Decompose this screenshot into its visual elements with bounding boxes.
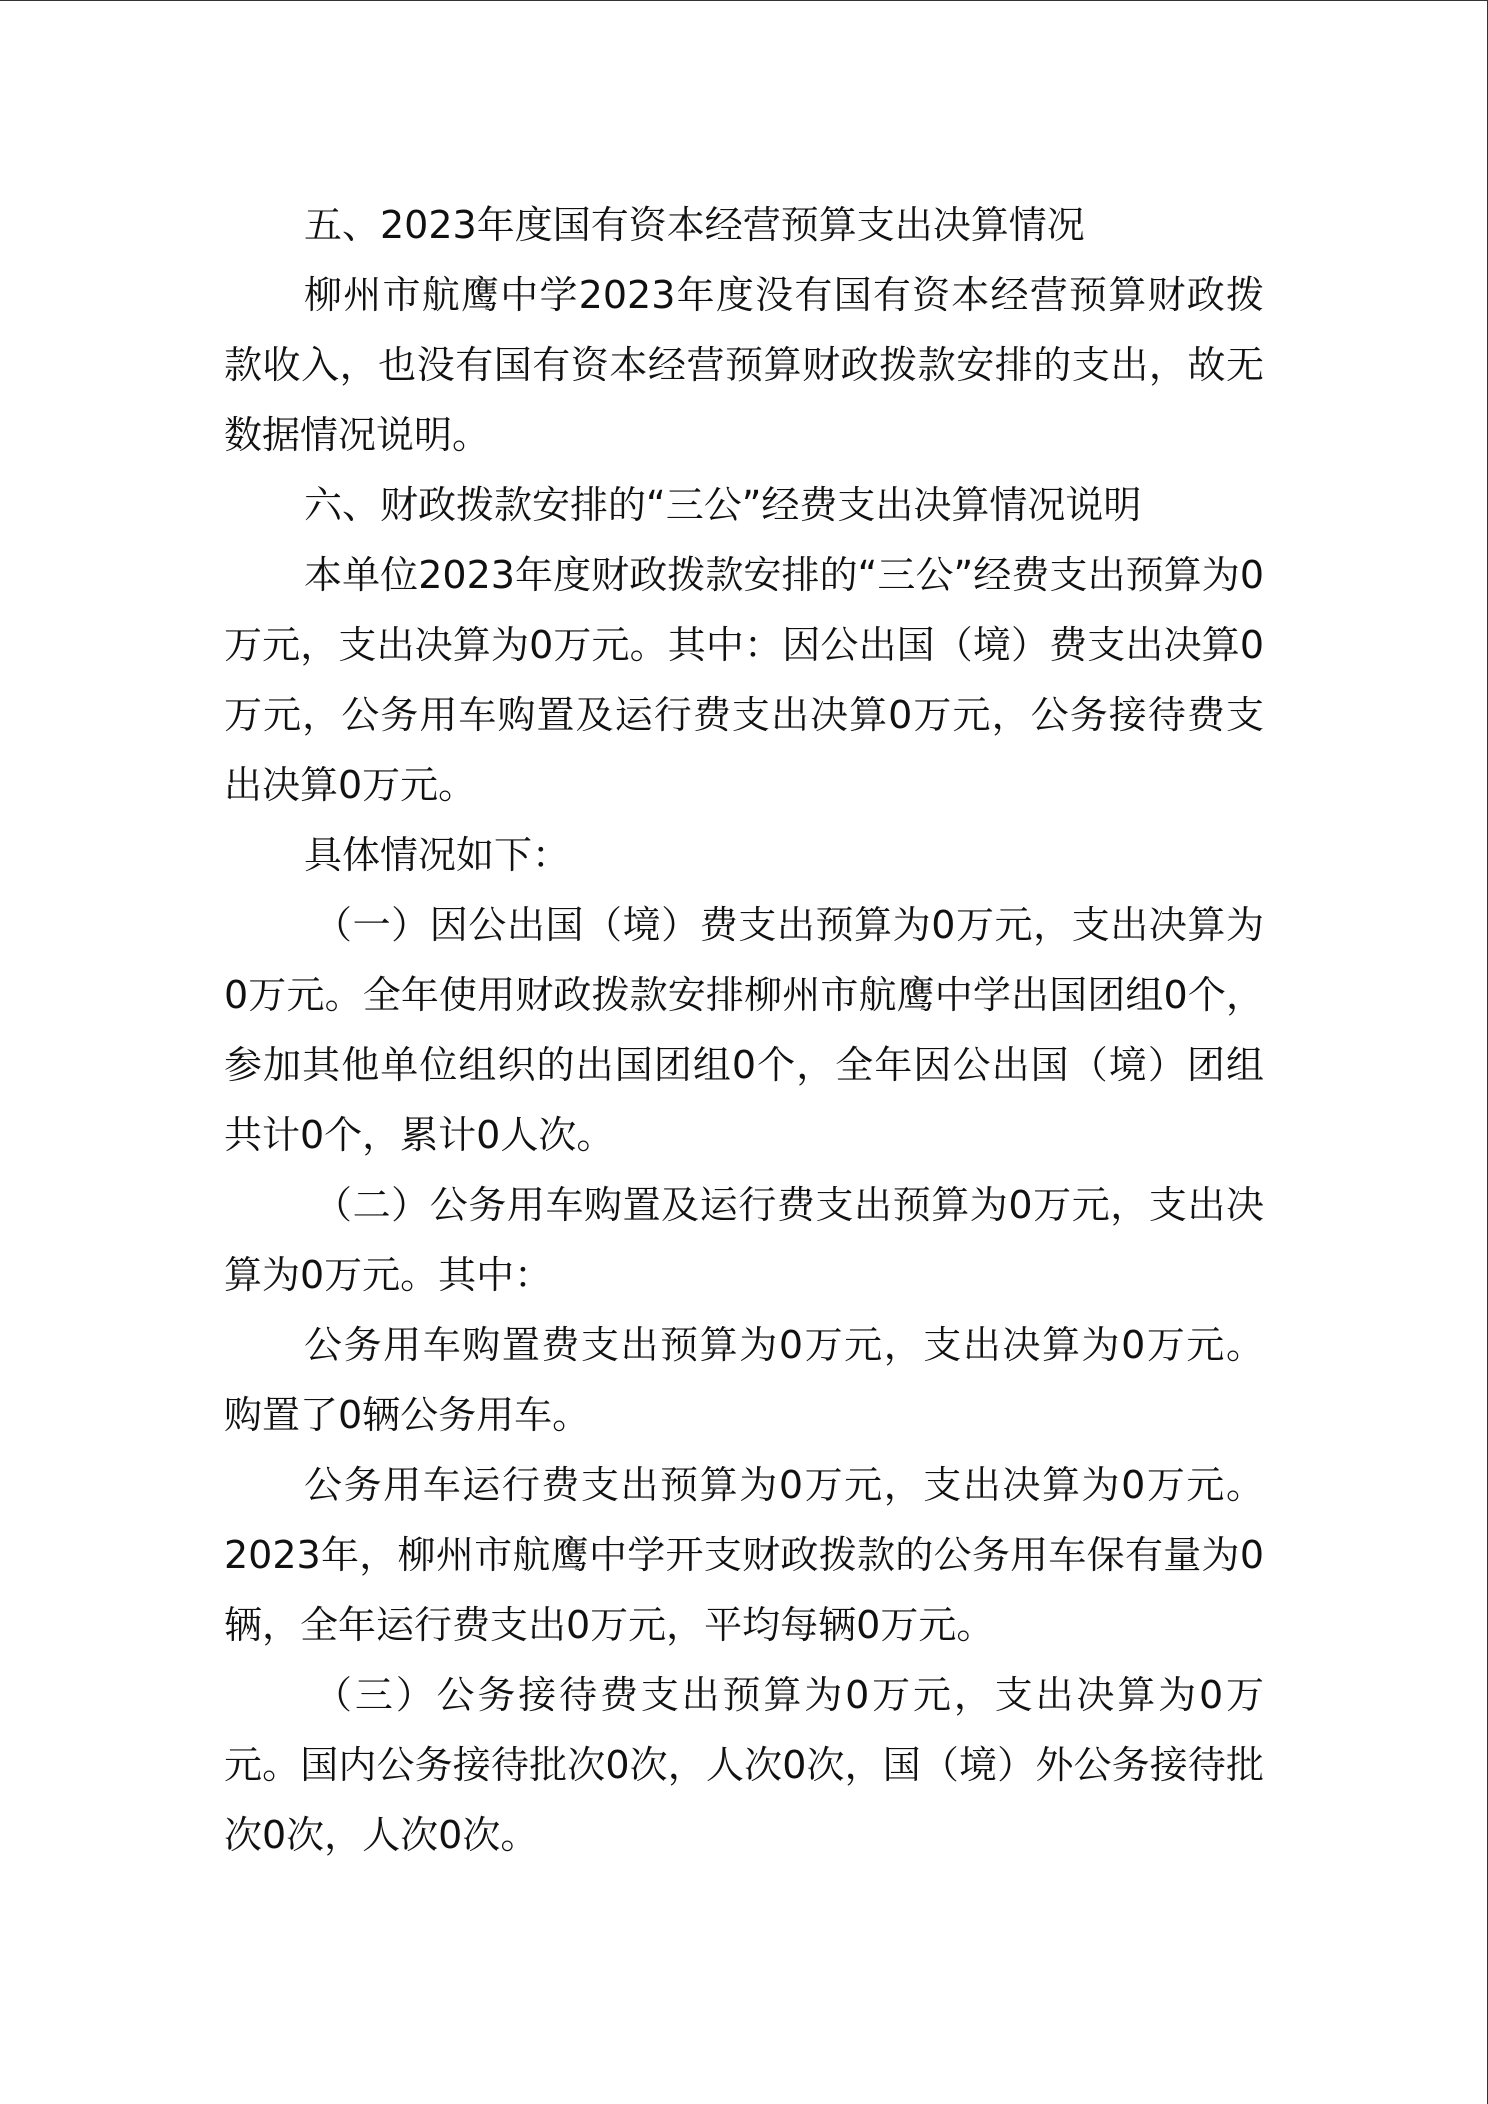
paragraph-vehicle-purchase: 公务用车购置费支出预算为0万元，支出决算为0万元。购置了0辆公务用车。	[224, 1323, 1264, 1437]
paragraph-three-public-summary: 本单位2023年度财政拨款安排的“三公”经费支出预算为0万元，支出决算为0万元。其中：因公出国（境）费支出决算0万元，公务用车购置及运行费支出决算0万元，公务接待费支出决算0万元。	[224, 553, 1264, 807]
paragraph-state-capital: 柳州市航鹰中学2023年度没有国有资本经营预算财政拨款收入，也没有国有资本经营预算财政拨款安排的支出，故无数据情况说明。	[224, 273, 1264, 457]
section-heading-six: 六、财政拨款安排的“三公”经费支出决算情况说明	[304, 483, 1142, 527]
document-body	[224, 190, 1264, 1870]
paragraph-overseas-travel: （一）因公出国（境）费支出预算为0万元，支出决算为0万元。全年使用财政拨款安排柳州市航鹰中学出国团组0个，参加其他单位组织的出国团组0个，全年因公出国（境）团组共计0个，累计0人次。	[224, 903, 1264, 1157]
paragraph-vehicle-operation: 公务用车运行费支出预算为0万元，支出决算为0万元。2023年，柳州市航鹰中学开支财政拨款的公务用车保有量为0辆，全年运行费支出0万元，平均每辆0万元。	[224, 1463, 1264, 1647]
section-heading-five: 五、2023年度国有资本经营预算支出决算情况	[304, 203, 1085, 247]
paragraph-details-intro: 具体情况如下：	[304, 833, 571, 877]
paragraph-reception: （三）公务接待费支出预算为0万元，支出决算为0万元。国内公务接待批次0次，人次0次，国（境）外公务接待批次0次，人次0次。	[224, 1673, 1264, 1857]
paragraph-official-vehicles: （二）公务用车购置及运行费支出预算为0万元，支出决算为0万元。其中：	[224, 1183, 1264, 1297]
